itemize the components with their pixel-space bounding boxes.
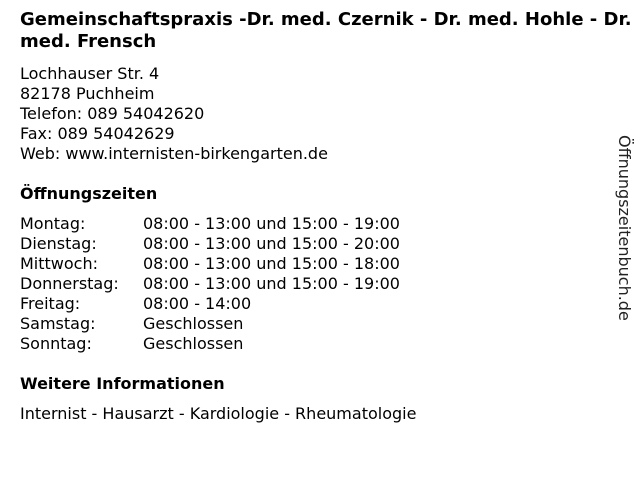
time-value: 08:00 - 13:00 und 15:00 - 19:00 <box>143 214 400 233</box>
time-value: 08:00 - 13:00 und 15:00 - 19:00 <box>143 274 400 293</box>
day-label: Sonntag: <box>20 334 92 353</box>
day-label: Mittwoch: <box>20 254 98 273</box>
address-block <box>20 64 328 164</box>
time-value: 08:00 - 13:00 und 15:00 - 18:00 <box>143 254 400 273</box>
street-text: Lochhauser Str. 4 <box>20 64 160 83</box>
hours-row-monday <box>20 214 400 234</box>
time-value: Geschlossen <box>143 334 244 353</box>
phone-text: Telefon: 089 54042620 <box>20 104 205 123</box>
hours-row-tuesday <box>20 234 400 254</box>
specialties-text: Internist - Hausarzt - Kardiologie - Rheumatologie <box>20 404 417 423</box>
time-value: 08:00 - 14:00 <box>143 294 252 313</box>
opening-hours-heading: Öffnungszeiten <box>20 184 158 203</box>
city-text: 82178 Puchheim <box>20 84 155 103</box>
opening-hours-table <box>20 214 400 354</box>
time-value: 08:00 - 13:00 und 15:00 - 20:00 <box>143 234 400 253</box>
website-text: Web: www.internisten-birkengarten.de <box>20 144 328 163</box>
time-value: Geschlossen <box>143 314 244 333</box>
day-label: Samstag: <box>20 314 96 333</box>
more-info-heading: Weitere Informationen <box>20 374 225 393</box>
hours-row-sunday <box>20 334 400 354</box>
practice-name: Gemeinschaftspraxis -Dr. med. Czernik - Dr. med. Hohle - Dr. med. Frensch <box>20 9 632 52</box>
day-label: Freitag: <box>20 294 81 313</box>
day-label: Donnerstag: <box>20 274 119 293</box>
hours-row-thursday <box>20 274 400 294</box>
day-label: Montag: <box>20 214 86 233</box>
hours-row-wednesday <box>20 254 400 274</box>
watermark-text: Öffnungszeitenbuch.de <box>615 135 634 321</box>
fax-text: Fax: 089 54042629 <box>20 124 175 143</box>
hours-row-saturday <box>20 314 400 334</box>
hours-row-friday <box>20 294 400 314</box>
day-label: Dienstag: <box>20 234 97 253</box>
